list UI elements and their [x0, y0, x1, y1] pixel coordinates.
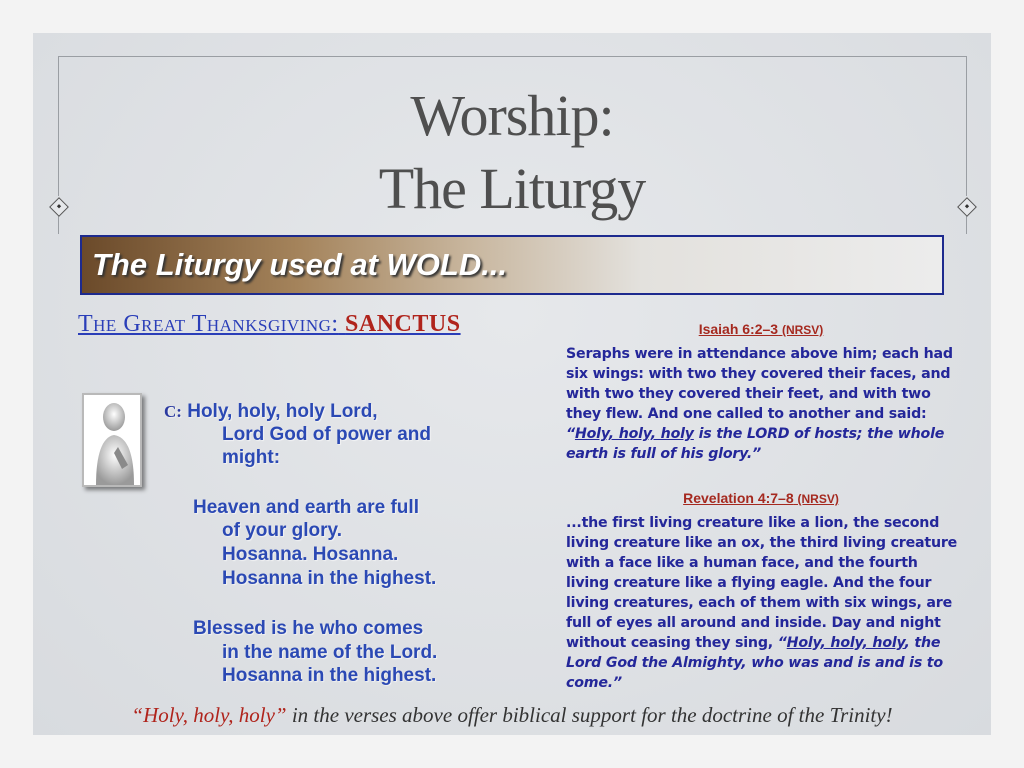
title-line-1: Worship: — [410, 83, 614, 148]
isaiah-quote-underlined: Holy, holy, holy — [574, 426, 694, 442]
speaker-label: C: — [164, 402, 182, 421]
revelation-quote-underlined: Holy, holy, holy — [786, 635, 905, 651]
hymn-line: Heaven and earth are full — [193, 497, 419, 518]
hymn-line: Holy, holy, holy Lord, — [187, 401, 378, 422]
praying-figure-icon — [82, 393, 142, 487]
hymn-line: Hosanna. Hosanna. — [222, 544, 399, 565]
isaiah-ref-text: Isaiah 6:2–3 — [698, 321, 779, 337]
title-line-2: The Liturgy — [378, 156, 646, 221]
footer-highlight: “Holy, holy, holy” — [131, 703, 287, 727]
frame-top-line — [58, 56, 966, 57]
hymn-line: Hosanna in the highest. — [222, 568, 437, 589]
hymn-line: Lord God of power and — [222, 424, 431, 445]
hymn-line: Hosanna in the highest. — [222, 665, 437, 686]
section-banner — [80, 235, 944, 295]
heading-sanctus: SANCTUS — [345, 311, 461, 337]
banner-text: The Liturgy used at WOLD... — [92, 247, 508, 282]
revelation-quote-open: “ — [777, 635, 787, 651]
revelation-reference — [566, 490, 956, 506]
great-thanksgiving-heading — [78, 311, 461, 338]
isaiah-quote-rest: is the LORD of hosts; the whole earth is full of his glory.” — [566, 426, 945, 462]
isaiah-quote-open: “ — [566, 426, 575, 442]
hymn-speaker-line — [164, 400, 378, 423]
isaiah-text: Seraphs were in attendance above him; each had six wings: with two they covered their faces, and with two they covered their feet, and with two they flew. And one called to another and said: — [566, 346, 953, 422]
isaiah-version: (NRSV) — [781, 323, 824, 337]
heading-main: The Great Thanksgiving: — [78, 311, 339, 337]
revelation-ref-text: Revelation 4:7–8 — [683, 490, 794, 506]
hymn-line: in the name of the Lord. — [222, 642, 438, 663]
footer-rest: in the verses above offer biblical support for the doctrine of the Trinity! — [286, 703, 893, 727]
revelation-text: ...the first living creature like a lion, the second living creature like an ox, the third living creature with a face like a human face, and the fourth living creature like a flying eagle. And the four living creatures, each of them with six wings, are full of eyes all around and inside. Day and night without ceasing they sing, — [566, 515, 958, 651]
revelation-version: (NRSV) — [797, 492, 839, 506]
revelation-verse — [566, 513, 961, 693]
hymn-line: of your glory. — [222, 520, 342, 541]
isaiah-verse — [566, 344, 961, 464]
revelation-quote-rest: , the Lord God the Almighty, who was and is and is to come.” — [566, 635, 943, 691]
hymn-line: Blessed is he who comes — [193, 618, 424, 639]
hymn-line: might: — [222, 447, 281, 468]
footer-note — [0, 703, 1024, 728]
isaiah-reference — [566, 321, 956, 337]
